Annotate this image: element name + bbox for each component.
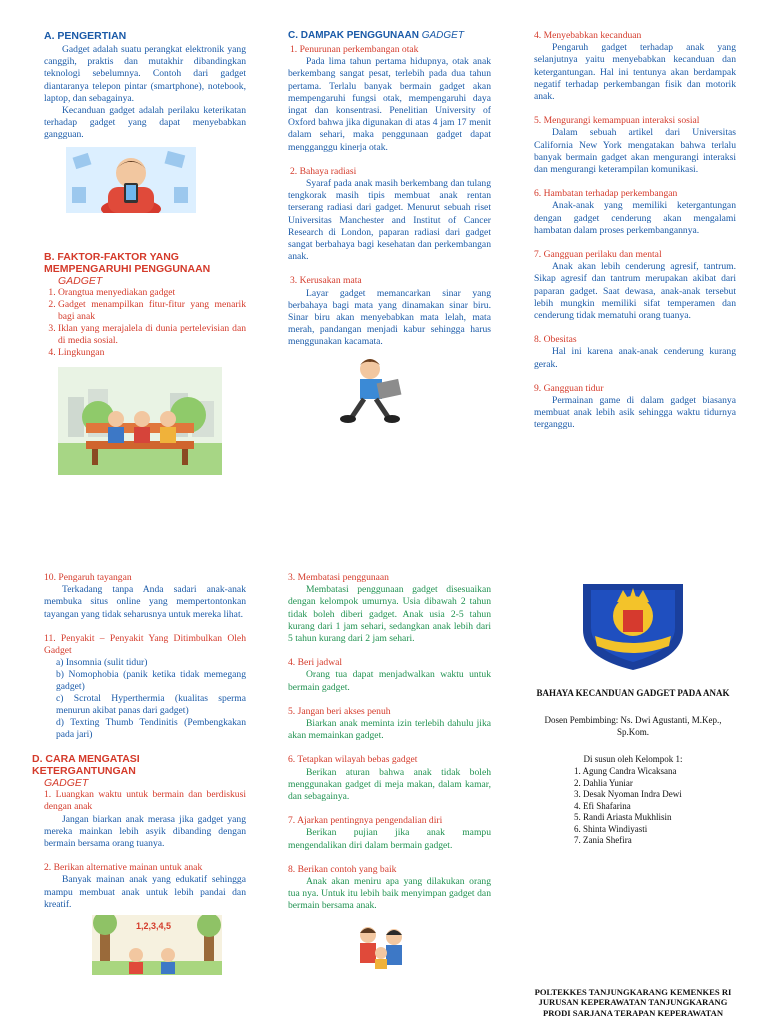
solution-body: Membatasi penggunaan gadget disesuaikan dengan kelompok umurnya. Usia dibawah 2 tahun tidak boleh diberi gadget. Anak usia 2-5 tahun kurang dari 1 jam sehari, sedangkan anak lebih dari 5 tahun kurang dari 2 jam sehari. — [288, 584, 491, 645]
panel-diseases-and-solutions — [32, 572, 246, 975]
impact-body: Dalam sebuah artikel dari Universitas California New York mengatakan bahwa terlalu banyak bermain gadget akan mengurangi interaksi dan mengurangi keterampilan komunikasi. — [534, 127, 736, 176]
impact-body: Pada lima tahun pertama hidupnya, otak anak berkembang sangat pesat, terlebih pada dua tahun pertama. Terlalu banyak bermain gadget akan mempengaruhi fungsi otak, mempengaruhi daya ingat dan konsentrasi. Penelitian University of Oxford bahwa jika digunakan di atas 4 jam 17 menit dalam sehari, maka penggunaan gadget dapat mengganggu kinerja otak. — [288, 56, 491, 153]
list-item: 4. Lingkungan — [58, 347, 246, 359]
solution-body: Berikan pujian jika anak mampu mengendalikan diri dalam bermain gadget. — [288, 827, 491, 851]
solution-heading: 3. Membatasi penggunaan — [288, 572, 389, 583]
impact-body: Anak-anak yang memiliki ketergantungan dengan gadget cenderung akan mengalami hambatan dalam proses perkembangannya. — [534, 200, 736, 236]
definition-addiction: Kecanduan gadget adalah perilaku keterikatan terhadap gadget yang dapat menyebabkan gangguan. — [44, 105, 246, 141]
impact-heading: 10. Pengaruh tayangan — [44, 572, 132, 583]
solution-item — [288, 572, 491, 645]
family-reading-illustration — [348, 923, 418, 971]
solution-heading: 5. Jangan beri akses penuh — [288, 705, 391, 717]
disease-item: a) Insomnia (sulit tidur) — [56, 657, 148, 669]
solution-item — [32, 862, 246, 911]
factor-list — [44, 287, 246, 359]
impact-heading: 3. Kerusakan mata — [290, 275, 362, 287]
heading-pengertian: A. PENGERTIAN — [44, 30, 127, 42]
list-item: 4. Efi Shafarina — [574, 800, 631, 811]
solution-item — [288, 864, 491, 913]
impact-heading: 6. Hambatan terhadap perkembangan — [534, 188, 678, 200]
impact-heading: 1. Penurunan perkembangan otak — [290, 44, 419, 55]
solution-heading: 7. Ajarkan pentingnya pengendalian diri — [288, 815, 443, 827]
panel-impacts — [288, 30, 491, 427]
list-item: 7. Zania Shefira — [574, 835, 632, 845]
heading-impacts — [288, 30, 491, 42]
panel-impacts-continued — [534, 30, 736, 432]
impact-heading: 9. Gangguan tidur — [534, 382, 604, 394]
list-item: 2. Gadget menampilkan fitur-fitur yang menarik bagi anak — [58, 299, 246, 323]
children-on-bench-illustration — [58, 367, 222, 475]
heading-factors-gadget: GADGET — [58, 274, 103, 287]
heading-overcome-gadget: GADGET — [44, 777, 89, 790]
impact-item — [534, 249, 736, 322]
solution-heading: 2. Berikan alternative mainan untuk anak — [44, 862, 203, 874]
panel-pengertian — [44, 30, 246, 475]
list-item: 1. Agung Candra Wicaksana — [574, 766, 677, 776]
poltekkes-logo-icon — [573, 580, 693, 672]
cover-title: BAHAYA KECANDUAN GADGET PADA ANAK — [536, 688, 730, 698]
solution-heading: 4. Beri jadwal — [288, 657, 343, 669]
solution-body: Orang tua dapat menjadwalkan waktu untuk bermain gadget. — [288, 669, 491, 693]
boy-with-laptop-illustration — [330, 355, 416, 427]
supervisor: Dosen Pembimbing: Ns. Dwi Agustanti, M.Kep., Sp.Kom. — [544, 715, 722, 737]
impact-item — [534, 30, 736, 103]
institution-line: JURUSAN KEPERAWATAN TANJUNGKARANG — [538, 997, 728, 1007]
child-with-phone-illustration — [66, 147, 196, 213]
list-item: 3. Iklan yang merajalela di dunia pertelevisian dan di media sosial. — [58, 323, 246, 347]
definition-gadget: Gadget adalah suatu perangkat elektronik yang canggih, praktis dan mutakhir dibandingkan teknologi sebelumnya. Contoh dari gadget diantaranya telepon pintar (smartphone), notebook, laptop, dan sebagainya. — [44, 44, 246, 104]
disease-item: d) Texting Thumb Tendinitis (Pembengkakan pada jari) — [56, 717, 246, 741]
disease-section — [32, 633, 246, 741]
impact-item — [534, 188, 736, 237]
disease-item: c) Scrotal Hyperthermia (kualitas sperma menurun akibat panas dari gadget) — [56, 693, 246, 717]
solution-body: Berikan aturan bahwa anak tidak boleh menggunakan gadget di meja makan, dalam kamar, dan sebagainya. — [288, 766, 491, 803]
impact-item — [32, 572, 246, 621]
impact-heading: 5. Mengurangi kemampuan interaksi sosial — [534, 115, 700, 127]
panel-solutions-continued — [288, 572, 491, 971]
list-item: 2. Dahlia Yuniar — [574, 777, 633, 788]
impact-body: Anak akan lebih cenderung agresif, tantrum. Sikap agresif dan tantrum merupakan akibat dari paparan gadget. Saat dewasa, anak-anak tersebut lebih mungkin memiliki sifat temperamen dan cenderung tidak mematuhi orang tuanya. — [534, 261, 736, 322]
impact-heading: 4. Menyebabkan kecanduan — [534, 30, 642, 41]
disease-heading: 11. Penyakit – Penyakit Yang Ditimbulkan Oleh Gadget — [44, 632, 246, 657]
institution-line: PRODI SARJANA TERAPAN KEPERAWATAN — [542, 1007, 724, 1018]
impact-body: Hal ini karena anak-anak cenderung kurang gerak. — [534, 346, 736, 370]
institution — [522, 987, 744, 1019]
solution-body: Jangan biarkan anak merasa jika gadget yang mereka mainkan lebih asyik dibanding dengan bermain bersama orang tuanya. — [44, 813, 246, 850]
member-list — [574, 766, 744, 847]
impact-body: Layar gadget memancarkan sinar yang berbahaya bagi mata yang dinamakan sinar biru. Sinar biru akan menyebabkan mata lelah, mata merah, pandangan menjadi kabur sehingga harus menggunakan kacamata. — [288, 287, 491, 348]
solution-heading: 8. Berikan contoh yang baik — [288, 863, 397, 875]
list-item: 6. Shinta Windiyasti — [574, 823, 648, 834]
solution-item — [288, 754, 491, 803]
list-item: 1. Orangtua menyediakan gadget — [58, 287, 246, 299]
solution-body: Anak akan meniru apa yang dilakukan orang tua nya. Untuk itu lebih baik menyimpan gadget dan bermain bersama anak. — [288, 876, 491, 912]
impact-item — [288, 166, 491, 264]
kids-counting-illustration — [92, 915, 222, 975]
counting-numbers: 1,2,3,4,5 — [136, 921, 172, 932]
group-label: Di susun oleh Kelompok 1: — [583, 754, 683, 764]
impact-item — [288, 44, 491, 154]
heading-impacts-text: C. DAMPAK PENGGUNAAN — [288, 30, 419, 41]
heading-impacts-gadget: GADGET — [421, 30, 464, 41]
solution-item — [288, 706, 491, 743]
impact-item — [534, 383, 736, 432]
solution-heading: 6. Tetapkan wilayah bebas gadget — [288, 754, 418, 766]
solution-item — [32, 789, 246, 850]
solution-body: Biarkan anak meminta izin terlebih dahulu jika akan memainkan gadget. — [288, 718, 491, 742]
impact-body: Permainan game di dalam gadget biasanya membuat anak lebih asik sehingga waktu tidurnya terganggu. — [534, 395, 736, 431]
heading-overcome: D. CARA MENGATASI KETERGANTUNGAN — [32, 753, 140, 778]
impact-body: Syaraf pada anak masih berkembang dan tulang tengkorak masih tipis membuat anak rentan terserang radiasi dari gadget. Menurut sebuah riset Universitas Manchester and Institut of Cancer Research di London, paparan radiasi dari gadget sangat berbahaya bagi kesehatan dan perkembangan anak. — [288, 178, 491, 263]
solution-body: Banyak mainan anak yang edukatif sehingga mampu membuat anak untuk lebih pandai dan kreatif. — [44, 874, 246, 910]
disease-item: b) Nomophobia (panik ketika tidak memegang gadget) — [56, 669, 246, 693]
list-item: 3. Desak Nyoman Indra Dewi — [574, 789, 682, 799]
impact-item — [534, 115, 736, 176]
panel-cover — [522, 580, 744, 1018]
impact-body: Pengaruh gadget terhadap anak yang selanjutnya yaitu menyebabkan kecanduan dan ketergantungan. Hal ini tentunya akan berdampak negatif terhadap perkembangan fisik dan motorik anak. — [534, 42, 736, 103]
list-item: 5. Randi Ariasta Mukhlisin — [574, 812, 672, 822]
impact-item — [288, 275, 491, 348]
impact-heading: 7. Gangguan perilaku dan mental — [534, 249, 662, 261]
solution-heading: 1. Luangkan waktu untuk bermain dan berdiskusi dengan anak — [44, 789, 246, 813]
solution-item — [288, 815, 491, 852]
impact-heading: 8. Obesitas — [534, 334, 577, 346]
institution-line: POLTEKKES TANJUNGKARANG KEMENKES RI — [534, 986, 732, 997]
heading-factors: B. FAKTOR-FAKTOR YANG MEMPENGARUHI PENGGUNAAN — [44, 250, 211, 275]
solution-item — [288, 657, 491, 694]
impact-heading: 2. Bahaya radiasi — [290, 165, 357, 177]
impact-body: Terkadang tanpa Anda sadari anak-anak membuka situs online yang mempertontonkan tayangan yang tidak seharusnya untuk mereka lihat. — [44, 584, 246, 620]
impact-item — [534, 334, 736, 371]
